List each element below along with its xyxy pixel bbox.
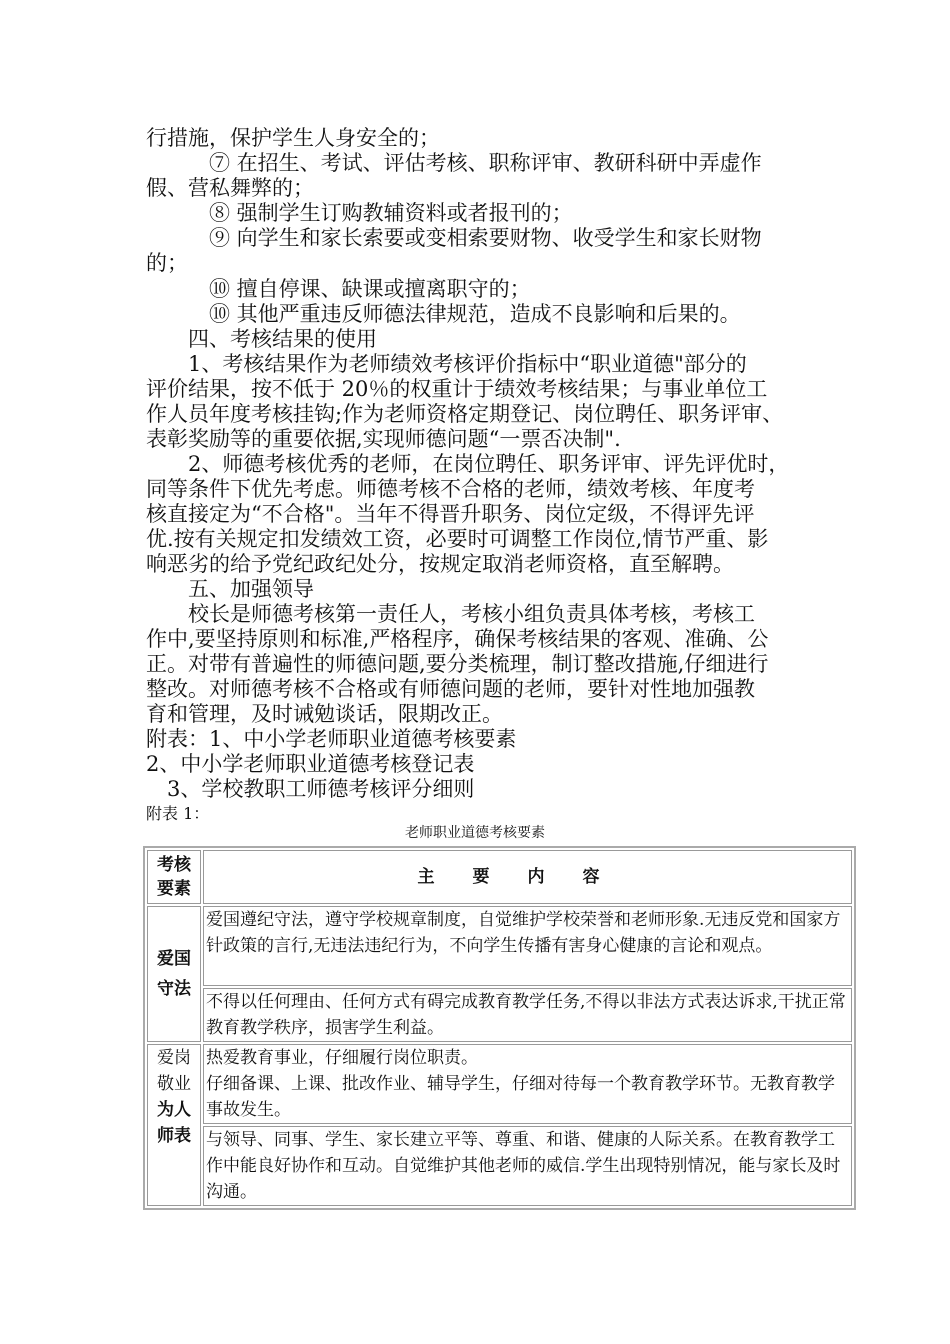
table-row xyxy=(147,1044,852,1124)
paragraph-line: 同等条件下优先考虑。师德考核不合格的老师，绩效考核、年度考 xyxy=(146,477,755,501)
factor-patriotic: 爱国 守法 xyxy=(147,906,201,1042)
table-header-row xyxy=(147,850,852,904)
table-row xyxy=(147,906,852,986)
paragraph-line: 2、中小学老师职业道德考核登记表 xyxy=(146,752,475,776)
paragraph-line: 假、营私舞弊的； xyxy=(146,176,314,200)
content-cell: 热爱教育事业，仔细履行岗位职责。 仔细备课、上课、批改作业、辅导学生，仔细对待每一个教育教学环节。无教育教学事故发生。 xyxy=(203,1044,852,1124)
paragraph-line: 五、加强领导 xyxy=(146,577,314,601)
paragraph-line: 校长是师德考核第一责任人，考核小组负责具体考核，考核工 xyxy=(146,602,755,626)
header-content: 主要内容 xyxy=(203,850,852,904)
content-cell: 爱国遵纪守法，遵守学校规章制度，自觉维护学校荣誉和老师形象.无违反党和国家方针政策的言行,无违法违纪行为，不向学生传播有害身心健康的言论和观点。 xyxy=(203,906,852,986)
content-cell: 与领导、同事、学生、家长建立平等、尊重、和谐、健康的人际关系。在教育教学工作中能良好协作和互动。自觉维护其他老师的威信.学生出现特别情况，能与家长及时沟通。 xyxy=(203,1126,852,1206)
table-row xyxy=(147,1126,852,1206)
table-caption: 老师职业道德考核要素 xyxy=(405,825,545,841)
factor-dedication-label: 爱岗 敬业 xyxy=(157,1048,191,1094)
paragraph-line: 作中,要坚持原则和标准,严格程序，确保考核结果的客观、准确、公 xyxy=(146,627,769,651)
paragraph-line: ⑦ 在招生、考试、评估考核、职称评审、教研科研中弄虚作 xyxy=(146,151,762,175)
paragraph-line: 2、师德考核优秀的老师，在岗位聘任、职务评审、评先评优时， xyxy=(146,452,790,476)
paragraph-line: 1、考核结果作为老师绩效考核评价指标中“职业道德"部分的 xyxy=(146,352,747,376)
paragraph-line: ⑩ 其他严重违反师德法律规范，造成不良影响和后果的。 xyxy=(146,302,741,326)
assessment-table xyxy=(143,846,856,1210)
paragraph-line: 响恶劣的给予党纪政纪处分，按规定取消老师资格，直至解聘。 xyxy=(146,552,734,576)
appendix-label: 附表 1： xyxy=(146,804,210,823)
header-factor: 考核 要素 xyxy=(147,850,201,904)
paragraph-line: 核直接定为“不合格"。当年不得晋升职务、岗位定级，不得评先评 xyxy=(146,502,755,526)
paragraph-line: 的； xyxy=(146,251,188,275)
paragraph-line: 育和管理，及时诫勉谈话，限期改正。 xyxy=(146,702,503,726)
content-cell: 不得以任何理由、任何方式有碍完成教育教学任务,不得以非法方式表达诉求,干扰正常教育教学秩序，损害学生利益。 xyxy=(203,988,852,1042)
paragraph-line: ⑩ 擅自停课、缺课或擅离职守的； xyxy=(146,277,531,301)
paragraph-line: 3、学校教职工师德考核评分细则 xyxy=(146,777,475,801)
factor-model-label: 为人 师表 xyxy=(157,1100,191,1146)
table-row xyxy=(147,988,852,1042)
paragraph-line: 正。对带有普遍性的师德问题,要分类梳理，制订整改措施,仔细进行 xyxy=(146,652,769,676)
paragraph-line: 评价结果，按不低于 20％的权重计于绩效考核结果；与事业单位工 xyxy=(146,377,768,401)
paragraph-line: 作人员年度考核挂钩;作为老师资格定期登记、岗位聘任、职务评审、 xyxy=(146,402,784,426)
paragraph-line: 整改。对师德考核不合格或有师德问题的老师，要针对性地加强教 xyxy=(146,677,755,701)
paragraph-line: 优.按有关规定扣发绩效工资，必要时可调整工作岗位,情节严重、影 xyxy=(146,527,769,551)
paragraph-line: 附表：1、中小学老师职业道德考核要素 xyxy=(146,727,517,751)
paragraph-line: 表彰奖励等的重要依据,实现师德问题“一票否决制". xyxy=(146,427,621,451)
paragraph-line: 四、考核结果的使用 xyxy=(146,327,377,351)
paragraph-line: ⑨ 向学生和家长索要或变相索要财物、收受学生和家长财物 xyxy=(146,226,762,250)
factor-dedication xyxy=(147,1044,201,1206)
paragraph-line: 行措施，保护学生人身安全的； xyxy=(146,126,440,150)
paragraph-line: ⑧ 强制学生订购教辅资料或者报刊的； xyxy=(146,201,573,225)
